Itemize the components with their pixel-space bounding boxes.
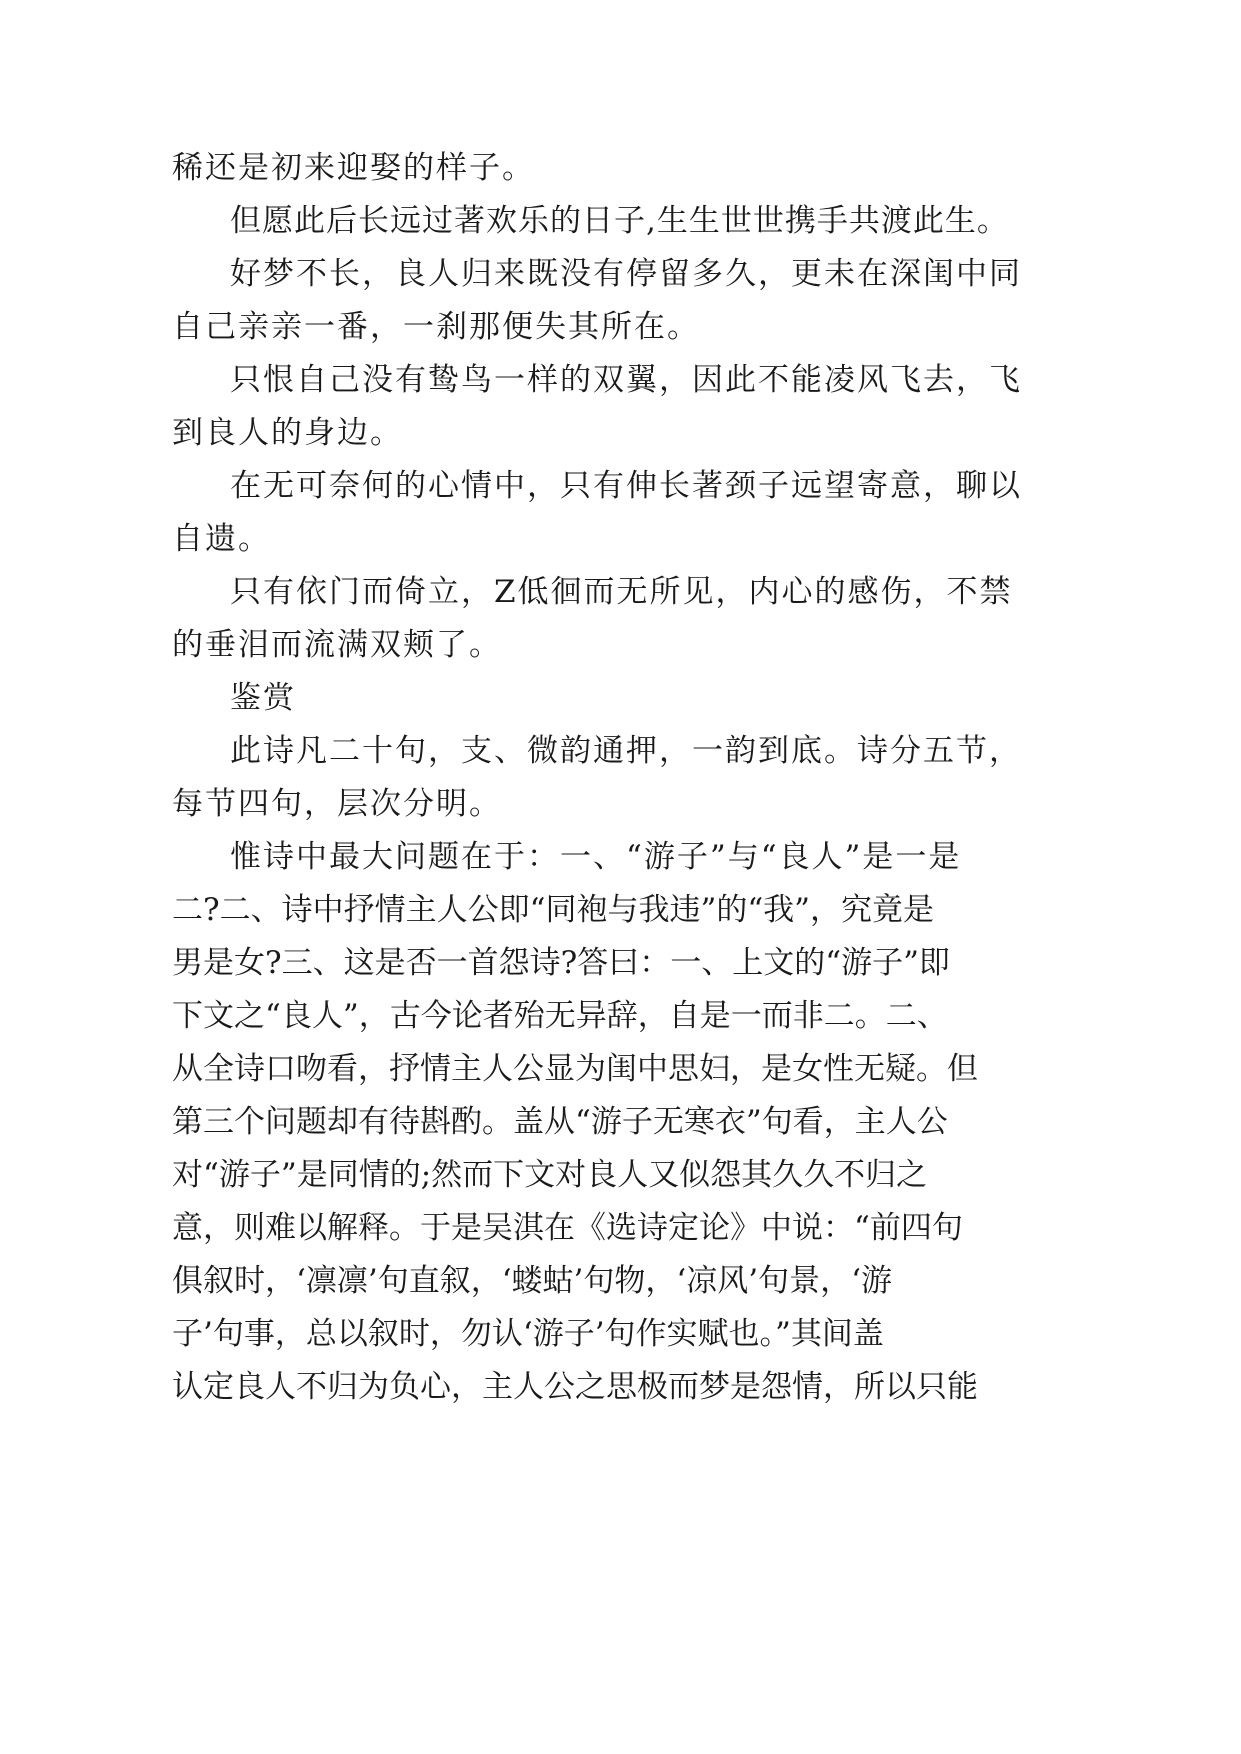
paragraph-first-line: 在无可奈何的心情中，只有伸长著颈子远望寄意，聊以 <box>230 468 1022 504</box>
text-line: 子’句事，总以叙时，勿认‘游子’句作实赋也。”其间盖 <box>172 1316 884 1352</box>
text-line: 自遗。 <box>172 521 271 557</box>
paragraph-first-line: 但愿此后长远过著欢乐的日子,生生世世携手共渡此生。 <box>230 203 1009 239</box>
paragraph-first-line: 只有依门而倚立，Z低徊而无所见，内心的感伤，不禁 <box>230 574 1013 610</box>
text-line: 俱叙时，‘凛凛’句直叙，‘蝼蛄’句物，‘凉风’句景，‘游 <box>172 1263 892 1299</box>
text-line: 认定良人不归为负心，主人公之思极而梦是怨情，所以只能 <box>172 1369 978 1405</box>
paragraph-first-line: 只恨自己没有鸷鸟一样的双翼，因此不能凌风飞去，飞 <box>230 362 1022 398</box>
text-line: 意，则难以解释。于是吴淇在《选诗定论》中说：“前四句 <box>172 1210 963 1246</box>
text-line: 男是女?三、这是否一首怨诗?答曰：一、上文的“游子”即 <box>172 945 950 981</box>
text-line: 对“游子”是同情的;然而下文对良人又似怨其久久不归之 <box>172 1157 928 1193</box>
paragraph-first-line: 此诗凡二十句，支、微韵通押，一韵到底。诗分五节， <box>230 733 1022 769</box>
text-line: 的垂泪而流满双颊了。 <box>172 627 502 663</box>
text-line: 第三个问题却有待斟酌。盖从“游子无寒衣”句看，主人公 <box>172 1104 948 1140</box>
paragraph-first-line: 好梦不长，良人归来既没有停留多久，更未在深闺中同 <box>230 256 1022 292</box>
section-heading: 鉴赏 <box>230 680 296 716</box>
paragraph-first-line: 惟诗中最大问题在于：一、“游子”与“良人”是一是 <box>230 839 962 875</box>
text-line: 自己亲亲一番，一刹那便失其所在。 <box>172 309 700 345</box>
text-line: 从全诗口吻看，抒情主人公显为闺中思妇，是女性无疑。但 <box>172 1051 978 1087</box>
text-line: 下文之“良人”，古今论者殆无异辞，自是一而非二。二、 <box>172 998 948 1034</box>
text-line: 稀还是初来迎娶的样子。 <box>172 150 535 186</box>
text-line: 每节四句，层次分明。 <box>172 786 502 822</box>
text-line: 二?二、诗中抒情主人公即“同袍与我违”的“我”，究竟是 <box>172 892 935 928</box>
text-line: 到良人的身边。 <box>172 415 403 451</box>
